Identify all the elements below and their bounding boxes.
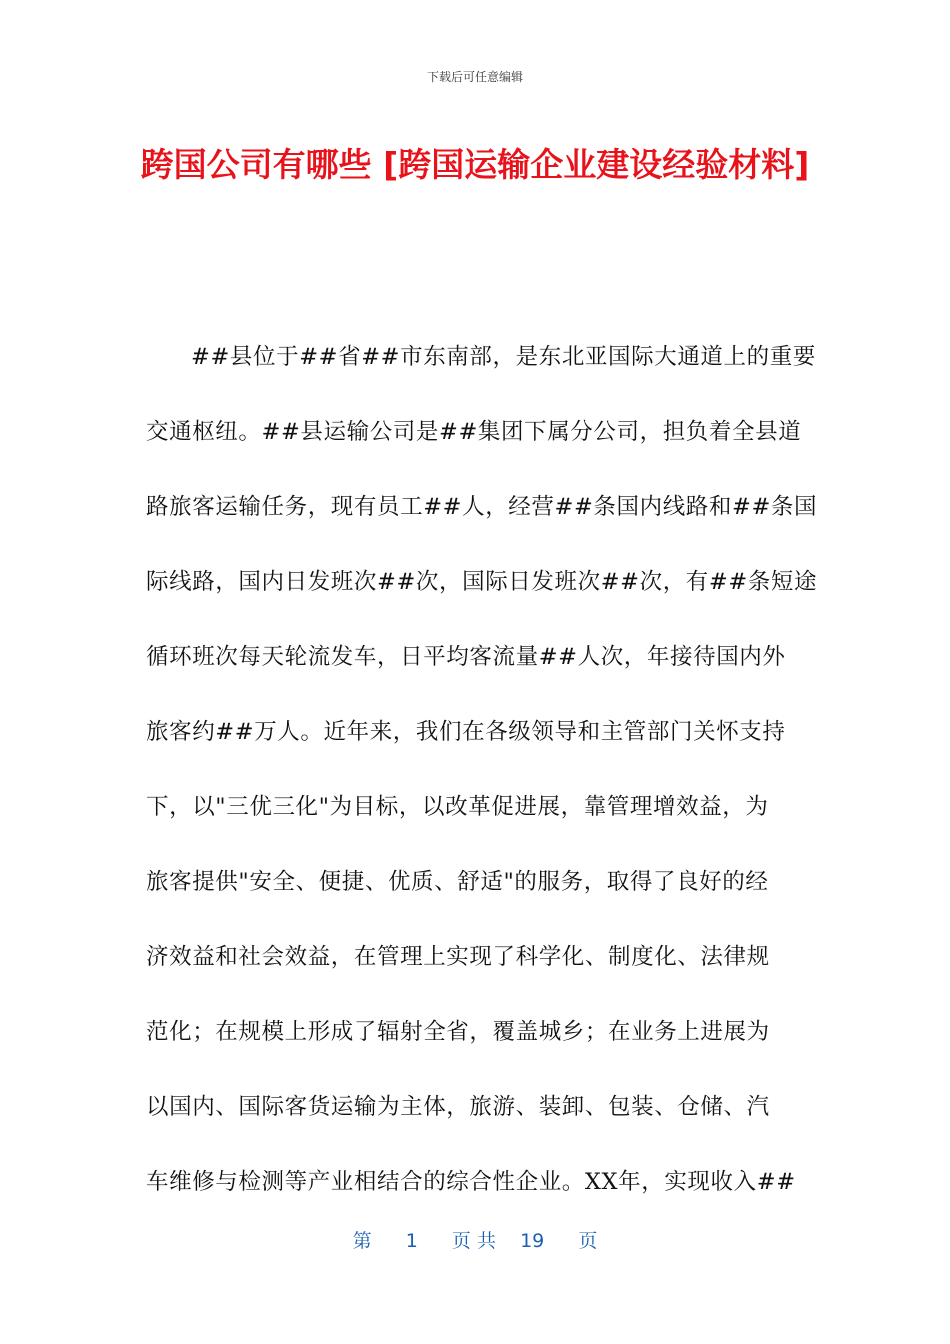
document-title: 跨国公司有哪些 [跨国运输企业建设经验材料] bbox=[140, 145, 810, 184]
footer-prefix: 第 bbox=[352, 1230, 372, 1252]
body-line: 路旅客运输任务，现有员工##人，经营##条国内线路和##条国 bbox=[146, 494, 818, 520]
footer-suffix: 页 bbox=[578, 1230, 598, 1252]
body-line: 范化；在规模上形成了辐射全省，覆盖城乡；在业务上进展为 bbox=[146, 1019, 770, 1045]
body-line: 下，以"三优三化"为目标，以改革促进展，靠管理增效益，为 bbox=[146, 794, 769, 820]
footer-middle: 页 共 bbox=[451, 1230, 496, 1252]
body-line: ##县位于##省##市东南部，是东北亚国际大通道上的重要 bbox=[191, 344, 816, 370]
footer-total-pages: 19 bbox=[520, 1230, 545, 1252]
document-body bbox=[146, 320, 818, 1220]
header-note: 下载后可任意编辑 bbox=[426, 70, 523, 84]
body-line: 以国内、国际客货运输为主体，旅游、装卸、包装、仓储、汽 bbox=[146, 1094, 770, 1120]
body-line: 循环班次每天轮流发车，日平均客流量##人次，年接待国内外 bbox=[146, 644, 786, 670]
page-footer bbox=[0, 1226, 950, 1253]
body-line: 旅客约##万人。近年来，我们在各级领导和主管部门关怀支持 bbox=[146, 719, 786, 745]
body-line: 际线路，国内日发班次##次，国际日发班次##次，有##条短途 bbox=[146, 569, 818, 595]
body-line: 交通枢纽。##县运输公司是##集团下属分公司，担负着全县道 bbox=[146, 419, 802, 445]
body-line: 济效益和社会效益，在管理上实现了科学化、制度化、法律规 bbox=[146, 944, 770, 970]
body-line: 车维修与检测等产业相结合的综合性企业。XX年，实现收入## bbox=[146, 1169, 796, 1195]
body-line: 旅客提供"安全、便捷、优质、舒适"的服务，取得了良好的经 bbox=[146, 869, 769, 895]
footer-current-page: 1 bbox=[405, 1230, 418, 1252]
